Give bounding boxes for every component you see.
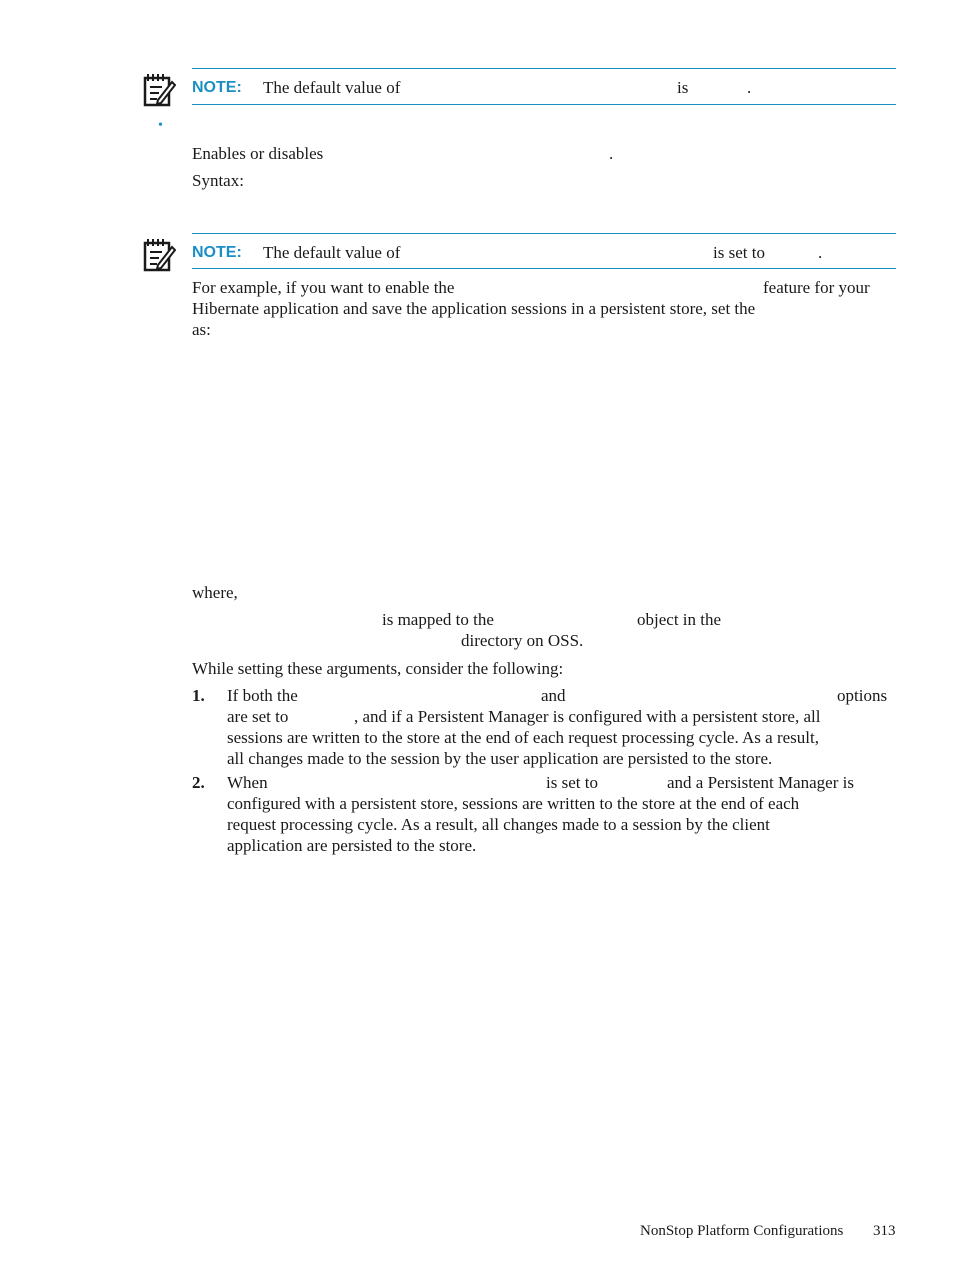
list-item-text: are set to [227,707,289,726]
note-text: The default value of [263,243,401,262]
list-item-text: If both the [227,686,298,705]
note-text: . [747,78,752,97]
list-item-text: When [227,773,268,792]
body-text: Enables or disables [192,144,324,163]
body-text: For example, if you want to enable the [192,278,455,297]
note-bottom-rule [192,268,896,269]
list-number: 2. [192,773,205,792]
list-item-text: and a Persistent Manager is [667,773,854,792]
body-text: Hibernate application and save the application sessions in a persistent store, set the [192,299,756,318]
note-top-rule [192,233,896,234]
list-item-text: sessions are written to the store at the end of each request processing cycle. As a result, [227,728,819,747]
list-item-text: application are persisted to the store. [227,836,477,855]
list-item-text: options [837,686,888,705]
list-bullet: • [158,118,163,133]
list-item-text: is set to [546,773,598,792]
list-item-text: , and if a Persistent Manager is configured with a persistent store, all [354,707,821,726]
body-text: While setting these arguments, consider the following: [192,659,564,678]
where-label: where, [192,583,238,602]
note-text: . [818,243,823,262]
body-text: . [609,144,614,163]
body-text: directory on OSS. [461,631,584,650]
list-item-text: and [541,686,566,705]
list-item-text: configured with a persistent store, sessions are written to the store at the end of each [227,794,800,813]
body-text: is mapped to the [382,610,494,629]
list-item-text: request processing cycle. As a result, all changes made to a session by the client [227,815,770,834]
note-pad-icon [142,72,176,108]
syntax-label: Syntax: [192,171,244,190]
note-text: is set to [713,243,765,262]
list-item-text: all changes made to the session by the user application are persisted to the store. [227,749,773,768]
body-text: feature for your [763,278,870,297]
note-text: The default value of [263,78,401,97]
note-text: is [677,78,689,97]
page-number: 313 [873,1223,896,1239]
note-top-rule [192,68,896,69]
body-text: object in the [637,610,722,629]
body-text: as: [192,320,211,339]
note-bottom-rule [192,104,896,105]
note-label: NOTE: [192,244,242,261]
list-number: 1. [192,686,205,705]
note-pad-icon [142,237,176,273]
note-label: NOTE: [192,79,242,96]
footer-title: NonStop Platform Configurations [640,1223,844,1239]
